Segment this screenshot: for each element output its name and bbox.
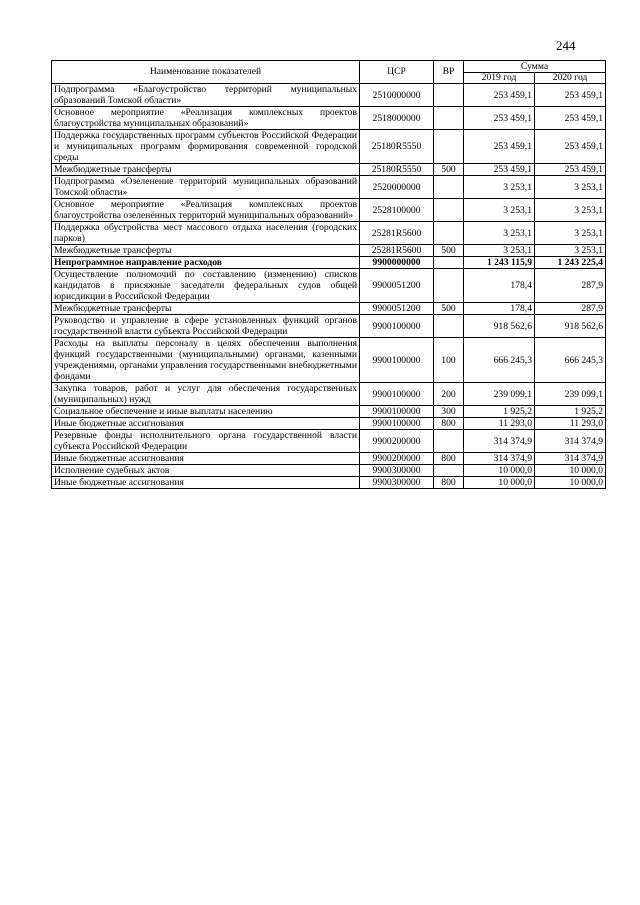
row-csr-cell: 9900200000 [360, 453, 434, 465]
row-csr-cell: 9900051200 [360, 303, 434, 315]
row-name-cell: Поддержка государственных программ субъектов Российской Федерации и муниципальных программ формирования современной городской среды [52, 130, 360, 164]
row-2019-amount: 918 562,6 [464, 315, 535, 338]
row-2019-amount: 178,4 [464, 269, 535, 303]
row-2020-amount: 287,9 [535, 269, 606, 303]
table-row [52, 245, 606, 257]
row-name-cell: Расходы на выплаты персоналу в целях обеспечения выполнения функций государственными (муниципальными) органами, казенными учреждениями, органами управления государственными внебюджетными фондами [52, 338, 360, 383]
row-2019-amount: 1 243 115,9 [464, 257, 535, 269]
row-2020-amount: 10 000,0 [535, 477, 606, 489]
row-csr-cell: 25281R5600 [360, 245, 434, 257]
row-2019-amount: 11 293,0 [464, 418, 535, 430]
row-name-cell: Резервные фонды исполнительного органа государственной власти субъекта Российской Федерации [52, 430, 360, 453]
row-csr-cell: 2518000000 [360, 107, 434, 130]
row-2020-amount: 3 253,1 [535, 176, 606, 199]
table-row [52, 430, 606, 453]
row-vr-cell: 500 [434, 303, 464, 315]
row-vr-cell: 200 [434, 383, 464, 406]
row-2020-amount: 3 253,1 [535, 222, 606, 245]
row-2020-amount: 1 925,2 [535, 406, 606, 418]
row-csr-cell: 9900100000 [360, 315, 434, 338]
row-2019-amount: 1 925,2 [464, 406, 535, 418]
row-csr-cell: 9900100000 [360, 383, 434, 406]
table-row [52, 338, 606, 383]
row-2019-amount: 3 253,1 [464, 245, 535, 257]
table-row [52, 222, 606, 245]
row-name-cell: Закупка товаров, работ и услуг для обеспечения государственных (муниципальных) нужд [52, 383, 360, 406]
row-2019-amount: 178,4 [464, 303, 535, 315]
row-name-cell: Межбюджетные трансферты [52, 303, 360, 315]
row-csr-cell: 9900300000 [360, 477, 434, 489]
row-2020-amount: 1 243 225,4 [535, 257, 606, 269]
row-2019-amount: 314 374,9 [464, 430, 535, 453]
row-vr-cell [434, 222, 464, 245]
row-vr-cell [434, 269, 464, 303]
row-vr-cell: 500 [434, 164, 464, 176]
row-2019-amount: 3 253,1 [464, 176, 535, 199]
table-row [52, 477, 606, 489]
table-row [52, 176, 606, 199]
row-2020-amount: 287,9 [535, 303, 606, 315]
row-2020-amount: 314 374,9 [535, 430, 606, 453]
table-row [52, 383, 606, 406]
budget-table [51, 60, 606, 489]
row-name-cell: Межбюджетные трансферты [52, 164, 360, 176]
row-vr-cell [434, 315, 464, 338]
table-row [52, 269, 606, 303]
row-2020-amount: 253 459,1 [535, 84, 606, 107]
row-2019-amount: 253 459,1 [464, 84, 535, 107]
row-name-cell: Руководство и управление в сфере установленных функций органов государственной власти субъекта Российской Федерации [52, 315, 360, 338]
header-year-2019: 2019 год [464, 73, 535, 84]
row-vr-cell: 100 [434, 338, 464, 383]
table-row [52, 84, 606, 107]
row-vr-cell [434, 257, 464, 269]
header-sum: Сумма [464, 61, 606, 73]
row-vr-cell: 800 [434, 453, 464, 465]
row-2020-amount: 253 459,1 [535, 164, 606, 176]
table-row [52, 453, 606, 465]
row-name-cell: Подпрограмма «Озеленение территорий муниципальных образований Томской области» [52, 176, 360, 199]
row-2019-amount: 253 459,1 [464, 107, 535, 130]
row-name-cell: Иные бюджетные ассигнования [52, 477, 360, 489]
row-2020-amount: 3 253,1 [535, 199, 606, 222]
row-csr-cell: 9900051200 [360, 269, 434, 303]
table-row [52, 130, 606, 164]
row-2020-amount: 11 293,0 [535, 418, 606, 430]
row-vr-cell [434, 84, 464, 107]
row-2020-amount: 253 459,1 [535, 107, 606, 130]
row-2020-amount: 239 099,1 [535, 383, 606, 406]
header-name: Наименование показателей [52, 61, 360, 84]
row-2019-amount: 253 459,1 [464, 130, 535, 164]
row-2019-amount: 239 099,1 [464, 383, 535, 406]
table-row [52, 406, 606, 418]
row-vr-cell: 300 [434, 406, 464, 418]
row-2019-amount: 253 459,1 [464, 164, 535, 176]
table-row [52, 315, 606, 338]
table-row [52, 303, 606, 315]
table-row [52, 107, 606, 130]
row-csr-cell: 9900000000 [360, 257, 434, 269]
row-2019-amount: 314 374,9 [464, 453, 535, 465]
row-name-cell: Подпрограмма «Благоустройство территорий муниципальных образований Томской области» [52, 84, 360, 107]
row-name-cell: Иные бюджетные ассигнования [52, 453, 360, 465]
row-2019-amount: 10 000,0 [464, 477, 535, 489]
row-name-cell: Осуществление полномочий по составлению (изменению) списков кандидатов в присяжные заседатели федеральных судов общей юрисдикции в Российской Федерации [52, 269, 360, 303]
row-csr-cell: 9900300000 [360, 465, 434, 477]
header-year-2020: 2020 год [535, 73, 606, 84]
table-header [52, 61, 606, 84]
row-2020-amount: 253 459,1 [535, 130, 606, 164]
table-row [52, 199, 606, 222]
row-name-cell: Поддержка обустройства мест массового отдыха населения (городских парков) [52, 222, 360, 245]
row-2019-amount: 10 000,0 [464, 465, 535, 477]
row-name-cell: Непрограммное направление расходов [52, 257, 360, 269]
table-body [52, 84, 606, 489]
row-csr-cell: 9900100000 [360, 418, 434, 430]
row-vr-cell: 800 [434, 477, 464, 489]
row-name-cell: Исполнение судебных актов [52, 465, 360, 477]
row-csr-cell: 9900100000 [360, 406, 434, 418]
header-vr: ВР [434, 61, 464, 84]
row-name-cell: Основное мероприятие «Реализация комплексных проектов благоустройства озеленённых территорий муниципальных образований» [52, 199, 360, 222]
row-2020-amount: 314 374,9 [535, 453, 606, 465]
row-2020-amount: 666 245,3 [535, 338, 606, 383]
row-vr-cell: 800 [434, 418, 464, 430]
row-csr-cell: 2510000000 [360, 84, 434, 107]
row-csr-cell: 25180R5550 [360, 164, 434, 176]
row-name-cell: Межбюджетные трансферты [52, 245, 360, 257]
header-csr: ЦСР [360, 61, 434, 84]
row-vr-cell [434, 130, 464, 164]
row-csr-cell: 2528100000 [360, 199, 434, 222]
row-vr-cell [434, 107, 464, 130]
row-2020-amount: 918 562,6 [535, 315, 606, 338]
row-vr-cell [434, 465, 464, 477]
row-vr-cell [434, 199, 464, 222]
page-number: 244 [556, 38, 576, 53]
table-row [52, 418, 606, 430]
table-row [52, 465, 606, 477]
row-2019-amount: 3 253,1 [464, 222, 535, 245]
row-name-cell: Социальное обеспечение и иные выплаты населению [52, 406, 360, 418]
row-2020-amount: 3 253,1 [535, 245, 606, 257]
table-row [52, 164, 606, 176]
row-2019-amount: 3 253,1 [464, 199, 535, 222]
row-vr-cell [434, 176, 464, 199]
row-csr-cell: 25180R5550 [360, 130, 434, 164]
row-2020-amount: 10 000,0 [535, 465, 606, 477]
row-vr-cell [434, 430, 464, 453]
table-row [52, 257, 606, 269]
row-csr-cell: 25281R5600 [360, 222, 434, 245]
row-vr-cell: 500 [434, 245, 464, 257]
row-csr-cell: 2520000000 [360, 176, 434, 199]
row-csr-cell: 9900100000 [360, 338, 434, 383]
row-2019-amount: 666 245,3 [464, 338, 535, 383]
row-csr-cell: 9900200000 [360, 430, 434, 453]
row-name-cell: Иные бюджетные ассигнования [52, 418, 360, 430]
row-name-cell: Основное мероприятие «Реализация комплексных проектов благоустройства муниципальных образований» [52, 107, 360, 130]
